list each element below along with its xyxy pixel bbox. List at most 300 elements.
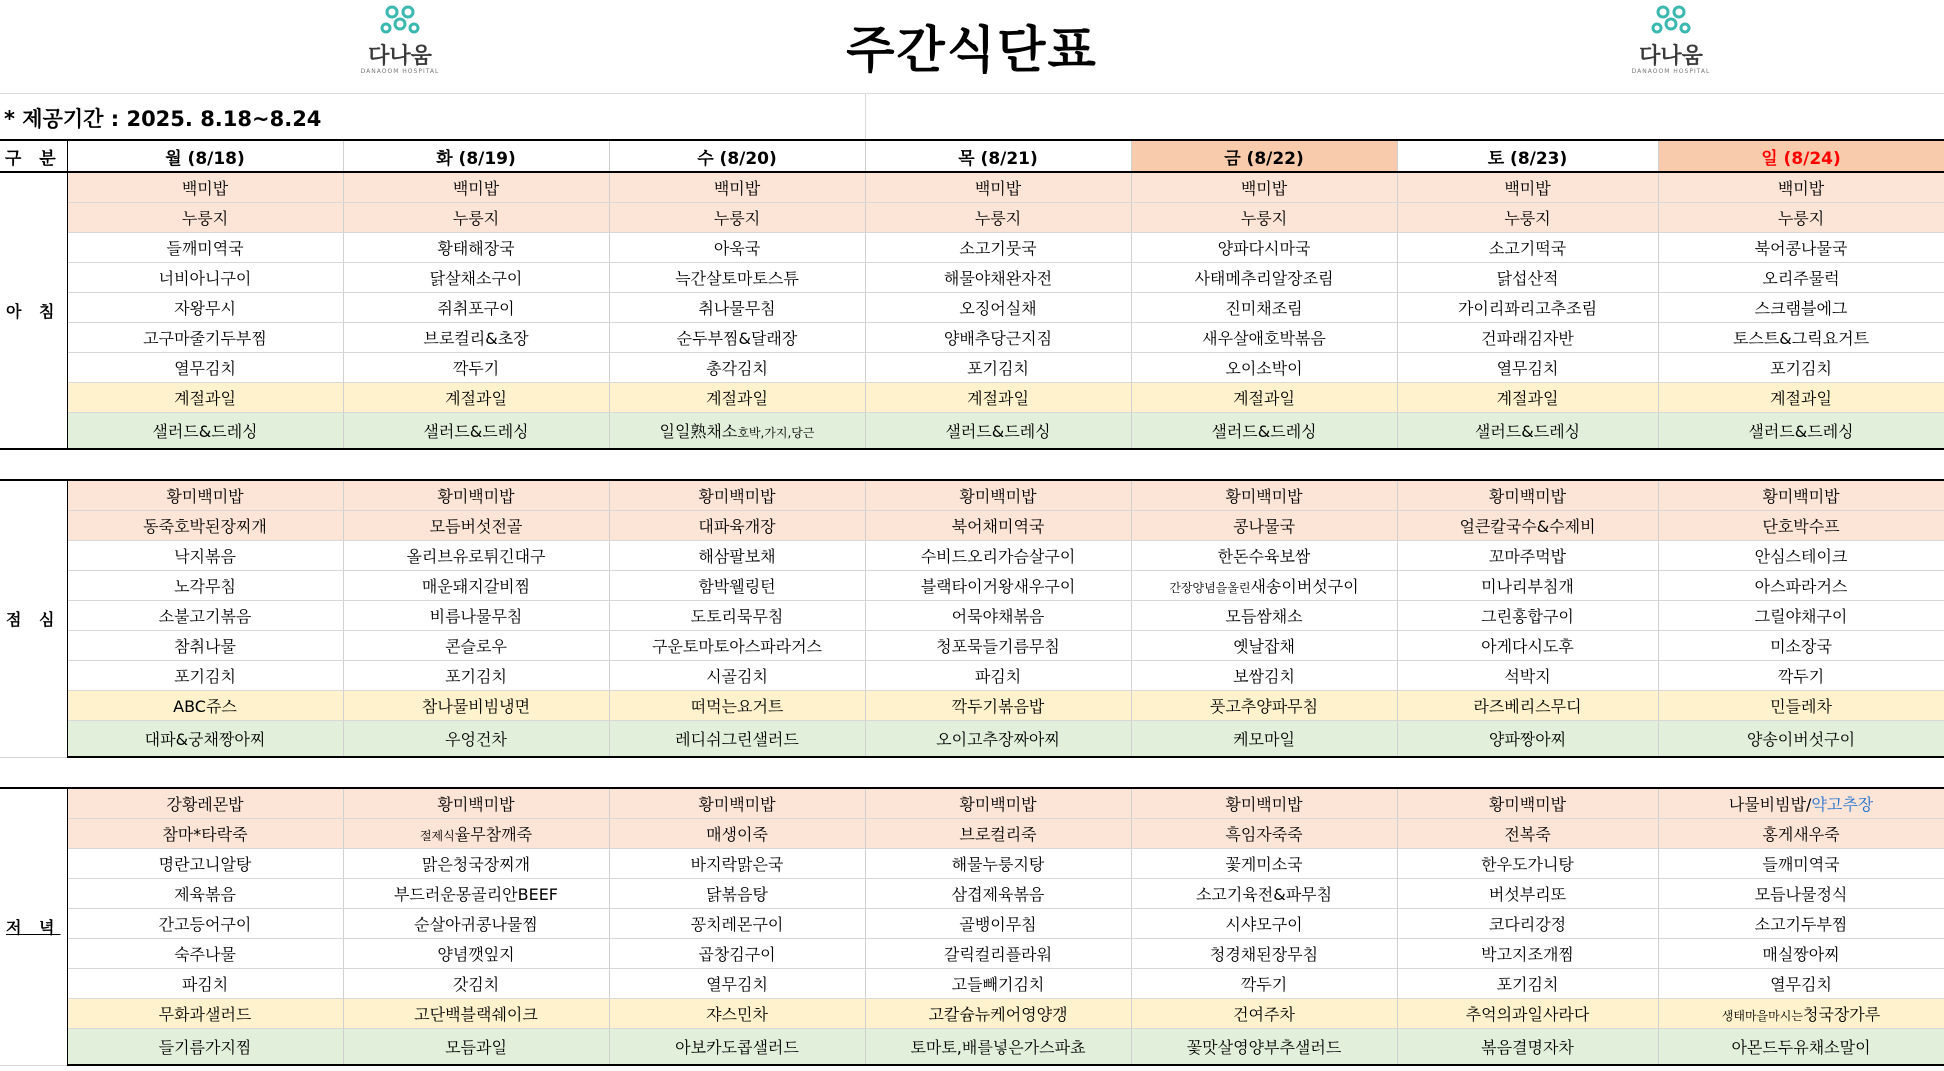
dinner-item-wed — [609, 939, 865, 969]
menu-item-text: 흑임자죽죽 — [1225, 825, 1303, 844]
dinner-item-fri — [1131, 969, 1397, 999]
day-header-tue: 화 (8/19) — [343, 140, 609, 172]
period-row — [0, 94, 1944, 139]
category-header: 구 분 — [0, 140, 67, 172]
lunch-item-sun — [1658, 541, 1944, 571]
section-gap — [0, 449, 1944, 480]
menu-item-text: 북어채미역국 — [951, 517, 1045, 536]
menu-item-text: 토마토,배를넣은가스파쵸 — [910, 1038, 1086, 1057]
lunch-item-sat — [1397, 541, 1658, 571]
lunch-item-fri — [1131, 661, 1397, 691]
dinner-item-fri — [1131, 1029, 1397, 1066]
breakfast-item-fri — [1131, 323, 1397, 353]
menu-item-text: 매운돼지갈비찜 — [421, 577, 531, 596]
menu-item-text: 삼겹제육볶음 — [951, 885, 1045, 904]
menu-item-text: 명란고니알탕 — [158, 855, 252, 874]
dinner-item-mon — [67, 819, 343, 849]
breakfast-item-mon — [67, 203, 343, 233]
service-period: * 제공기간 : 2025. 8.18~8.24 — [4, 107, 322, 131]
menu-item-text: 라즈베리스무디 — [1473, 697, 1582, 716]
dinner-item-thu — [865, 1029, 1131, 1066]
menu-item-text: 골뱅이무침 — [959, 915, 1037, 934]
lunch-item-tue — [343, 601, 609, 631]
menu-item-note: 약고추장 — [1811, 795, 1874, 814]
menu-item-text: 수비드오리가슴살구이 — [920, 547, 1076, 566]
day-header-fri: 금 (8/22) — [1131, 140, 1397, 172]
menu-item-text: 누룽지 — [1777, 209, 1825, 228]
breakfast-item-wed — [609, 353, 865, 383]
lunch-item-sat — [1397, 631, 1658, 661]
menu-item-text: 매실짱아찌 — [1762, 945, 1840, 964]
menu-item-text: 꽃게미소국 — [1225, 855, 1303, 874]
menu-item-text: 파김치 — [974, 667, 1022, 686]
lunch-item-thu — [865, 511, 1131, 541]
lunch-item-tue — [343, 721, 609, 758]
menu-item-text: 해물야채완자전 — [943, 269, 1053, 288]
day-header-mon: 월 (8/18) — [67, 140, 343, 172]
dinner-item-sun — [1658, 819, 1944, 849]
menu-item-text: 갈릭컬리플라워 — [943, 945, 1053, 964]
dinner-item-fri — [1131, 788, 1397, 819]
logo-text: 다나움 — [1639, 44, 1703, 69]
breakfast-item-sun — [1658, 263, 1944, 293]
dinner-row — [0, 999, 1944, 1029]
menu-item-text: 가이리꽈리고추조림 — [1457, 299, 1598, 318]
menu-item-text: 블랙타이거왕새우구이 — [920, 577, 1076, 596]
breakfast-item-sun — [1658, 413, 1944, 450]
menu-item-text: 백미밥 — [181, 179, 229, 198]
menu-item-note: 생태마을마시는 — [1721, 1009, 1803, 1023]
dinner-item-sun — [1658, 1029, 1944, 1066]
menu-item-text: 노각무침 — [174, 577, 236, 596]
breakfast-item-sun — [1658, 203, 1944, 233]
menu-item-text: 황미백미밥 — [959, 487, 1037, 506]
dinner-item-fri — [1131, 909, 1397, 939]
breakfast-item-sun — [1658, 293, 1944, 323]
menu-item-text: 누룽지 — [181, 209, 229, 228]
lunch-row — [0, 691, 1944, 721]
menu-item-text: 비름나물무침 — [429, 607, 523, 626]
menu-item-text: 깍두기 — [452, 359, 500, 378]
lunch-item-mon — [67, 480, 343, 511]
breakfast-item-fri — [1131, 383, 1397, 413]
menu-item-text: 황미백미밥 — [437, 487, 515, 506]
menu-item-text: 계절과일 — [706, 389, 768, 408]
menu-item-text: 일일熟채소 — [659, 422, 738, 441]
lunch-item-tue — [343, 631, 609, 661]
breakfast-item-tue — [343, 413, 609, 450]
menu-item-text: 추억의과일사라다 — [1465, 1005, 1590, 1024]
menu-item-text: 아스파라거스 — [1754, 577, 1848, 596]
breakfast-row — [0, 293, 1944, 323]
menu-item-text: 해삼팔보채 — [698, 547, 776, 566]
breakfast-item-tue — [343, 353, 609, 383]
lunch-item-wed — [609, 721, 865, 758]
breakfast-item-sun — [1658, 233, 1944, 263]
menu-item-text: 보쌈김치 — [1233, 667, 1295, 686]
menu-item-text: 들깨미역국 — [166, 239, 244, 258]
menu-item-text: 황미백미밥 — [1762, 487, 1840, 506]
menu-item-text: 북어콩나물국 — [1754, 239, 1848, 258]
menu-item-text: 꽁치레몬구이 — [690, 915, 784, 934]
menu-item-text: 민들레차 — [1770, 697, 1832, 716]
menu-item-text: 무화과샐러드 — [158, 1005, 252, 1024]
menu-item-text: 총각김치 — [706, 359, 768, 378]
breakfast-item-thu — [865, 172, 1131, 203]
lunch-item-sun — [1658, 571, 1944, 601]
menu-item-text: 아보카도콥샐러드 — [675, 1038, 799, 1057]
menu-item-text: 열무김치 — [1770, 975, 1832, 994]
breakfast-item-sat — [1397, 293, 1658, 323]
menu-item-text: 한우도가니탕 — [1481, 855, 1574, 874]
page-header — [0, 0, 1944, 94]
dinner-row — [0, 909, 1944, 939]
logo-subtext: DANAOOM HOSPITAL — [1631, 68, 1711, 75]
menu-item-text: 청국장가루 — [1802, 1005, 1881, 1024]
menu-item-text: 깍두기 — [1240, 975, 1288, 994]
dinner-item-thu — [865, 788, 1131, 819]
menu-item-text: 누룽지 — [1240, 209, 1288, 228]
dinner-item-tue — [343, 999, 609, 1029]
gap-cell — [0, 449, 1944, 480]
breakfast-item-mon — [67, 263, 343, 293]
menu-item-text: 참취나물 — [174, 637, 236, 656]
menu-item-text: 백미밥 — [1777, 179, 1825, 198]
menu-item-text: 모듬버섯전골 — [429, 517, 523, 536]
menu-item-text: 떠먹는요거트 — [690, 697, 784, 716]
menu-item-text: 청포묵들기름무침 — [936, 637, 1060, 656]
menu-item-text: 샐러드&드레싱 — [1474, 422, 1581, 441]
lunch-item-fri — [1131, 721, 1397, 758]
breakfast-item-fri — [1131, 203, 1397, 233]
dinner-item-thu — [865, 939, 1131, 969]
breakfast-item-tue — [343, 233, 609, 263]
hospital-logo-right — [1631, 4, 1711, 80]
menu-item-text: 포기김치 — [174, 667, 236, 686]
day-header-sat: 토 (8/23) — [1397, 140, 1658, 172]
section-gap — [0, 757, 1944, 788]
breakfast-item-sat — [1397, 353, 1658, 383]
menu-item-text: 모듬쌈채소 — [1225, 607, 1303, 626]
menu-item-text: 오징어실채 — [959, 299, 1037, 318]
breakfast-row — [0, 263, 1944, 293]
day-header-wed: 수 (8/20) — [609, 140, 865, 172]
dinner-row — [0, 819, 1944, 849]
lunch-item-fri — [1131, 691, 1397, 721]
lunch-item-fri — [1131, 480, 1397, 511]
menu-item-text: 우엉건차 — [445, 730, 507, 749]
menu-item-text: 누룽지 — [713, 209, 761, 228]
menu-item-text: 황미백미밥 — [698, 487, 776, 506]
menu-item-text: 열무김치 — [706, 975, 768, 994]
breakfast-row — [0, 323, 1944, 353]
menu-item-text: 양배추당근지짐 — [943, 329, 1053, 348]
menu-item-text: 콘슬로우 — [445, 637, 507, 656]
menu-item-text: 브로컬리죽 — [959, 825, 1037, 844]
weekly-menu-table — [0, 139, 1944, 1066]
menu-item-text: 포기김치 — [445, 667, 507, 686]
lunch-item-wed — [609, 480, 865, 511]
lunch-item-mon — [67, 541, 343, 571]
menu-item-text: 부드러운몽골리안BEEF — [393, 885, 559, 904]
menu-item-text: 계절과일 — [1233, 389, 1295, 408]
menu-item-text: 백미밥 — [974, 179, 1022, 198]
lunch-item-mon — [67, 661, 343, 691]
day-header-thu: 목 (8/21) — [865, 140, 1131, 172]
dinner-item-tue — [343, 939, 609, 969]
dinner-item-fri — [1131, 849, 1397, 879]
menu-item-text: 황미백미밥 — [166, 487, 244, 506]
lunch-row — [0, 541, 1944, 571]
menu-item-text: 아몬드두유채소말이 — [1731, 1038, 1871, 1057]
menu-item-text: 안심스테이크 — [1754, 547, 1848, 566]
menu-item-text: 볶음결명자차 — [1481, 1038, 1574, 1057]
menu-item-text: 콩나물국 — [1233, 517, 1295, 536]
breakfast-item-mon — [67, 383, 343, 413]
menu-item-note: 절제식 — [419, 829, 455, 843]
menu-item-text: 계절과일 — [445, 389, 507, 408]
breakfast-item-tue — [343, 383, 609, 413]
menu-item-text: 단호박수프 — [1762, 517, 1840, 536]
breakfast-item-wed — [609, 172, 865, 203]
dinner-item-tue — [343, 1029, 609, 1066]
lunch-item-mon — [67, 511, 343, 541]
menu-item-text: 코다리강정 — [1488, 915, 1567, 934]
menu-item-text: 취나물무침 — [698, 299, 776, 318]
menu-item-text: 미소장국 — [1770, 637, 1832, 656]
menu-item-text: 시샤모구이 — [1225, 915, 1303, 934]
menu-item-text: 모듬과일 — [445, 1038, 507, 1057]
dinner-item-thu — [865, 849, 1131, 879]
breakfast-item-tue — [343, 263, 609, 293]
dinner-item-thu — [865, 909, 1131, 939]
breakfast-item-wed — [609, 383, 865, 413]
lunch-item-wed — [609, 631, 865, 661]
menu-item-text: 꼬마주먹밥 — [1488, 547, 1567, 566]
menu-item-text: 양념깻잎지 — [437, 945, 515, 964]
breakfast-row — [0, 233, 1944, 263]
dinner-label: 저 녁 — [0, 788, 67, 1065]
lunch-row — [0, 511, 1944, 541]
menu-item-text: 아게다시도후 — [1481, 637, 1574, 656]
menu-item-text: 레디쉬그린샐러드 — [675, 730, 799, 749]
menu-item-text: 대파&궁채짱아찌 — [144, 730, 266, 749]
lunch-item-sat — [1397, 721, 1658, 758]
menu-item-note: 호박,가지,당근 — [737, 426, 815, 440]
dinner-item-mon — [67, 999, 343, 1029]
lunch-row — [0, 571, 1944, 601]
menu-item-text: 꽃맛살영양부추샐러드 — [1186, 1038, 1342, 1057]
lunch-item-sun — [1658, 631, 1944, 661]
breakfast-item-sat — [1397, 323, 1658, 353]
menu-item-text: 나물비빔밥/ — [1728, 795, 1812, 814]
gap-cell — [0, 757, 1944, 788]
breakfast-item-mon — [67, 233, 343, 263]
dinner-item-mon — [67, 879, 343, 909]
menu-item-text: 건여주차 — [1233, 1005, 1295, 1024]
menu-item-text: 얼큰칼국수&수제비 — [1459, 517, 1596, 536]
page-title: 주간식단표 — [846, 21, 1098, 79]
dinner-item-wed — [609, 909, 865, 939]
menu-item-text: 전복죽 — [1504, 825, 1551, 844]
breakfast-item-fri — [1131, 263, 1397, 293]
dinner-item-sat — [1397, 999, 1658, 1029]
menu-item-text: 홍게새우죽 — [1762, 825, 1840, 844]
menu-item-text: 스크램블에그 — [1754, 299, 1848, 318]
dinner-item-thu — [865, 819, 1131, 849]
menu-item-text: 샐러드&드레싱 — [1748, 422, 1854, 441]
breakfast-item-thu — [865, 353, 1131, 383]
dinner-item-fri — [1131, 879, 1397, 909]
breakfast-item-tue — [343, 203, 609, 233]
menu-item-text: 율무참깨죽 — [454, 825, 533, 844]
lunch-item-sun — [1658, 601, 1944, 631]
dinner-item-sat — [1397, 788, 1658, 819]
menu-item-text: 건파래김자반 — [1481, 329, 1574, 348]
lunch-item-tue — [343, 691, 609, 721]
menu-item-text: 깍두기볶음밥 — [951, 697, 1045, 716]
menu-item-text: 순살아귀콩나물찜 — [414, 915, 538, 934]
dinner-item-mon — [67, 849, 343, 879]
menu-item-text: 강황레몬밥 — [166, 795, 244, 814]
dinner-item-sat — [1397, 939, 1658, 969]
lunch-item-tue — [343, 661, 609, 691]
breakfast-item-mon — [67, 172, 343, 203]
menu-item-text: 양파다시마국 — [1217, 239, 1311, 258]
menu-item-text: 고구마줄기두부찜 — [143, 329, 267, 348]
menu-item-text: 버섯부리또 — [1488, 885, 1567, 904]
breakfast-item-wed — [609, 263, 865, 293]
menu-item-text: 백미밥 — [1240, 179, 1288, 198]
lunch-item-mon — [67, 691, 343, 721]
menu-item-note: 간장양념을올린 — [1169, 581, 1251, 595]
lunch-item-wed — [609, 601, 865, 631]
breakfast-item-thu — [865, 323, 1131, 353]
breakfast-item-sat — [1397, 233, 1658, 263]
breakfast-item-sun — [1658, 323, 1944, 353]
breakfast-row — [0, 353, 1944, 383]
menu-item-text: 소불고기볶음 — [158, 607, 252, 626]
menu-item-text: 청경채된장무침 — [1209, 945, 1319, 964]
menu-item-text: 어묵야채볶음 — [951, 607, 1045, 626]
dinner-item-wed — [609, 879, 865, 909]
breakfast-item-thu — [865, 203, 1131, 233]
breakfast-item-mon — [67, 293, 343, 323]
menu-item-text: 샐러드&드레싱 — [1211, 422, 1317, 441]
lunch-row — [0, 721, 1944, 758]
breakfast-item-thu — [865, 293, 1131, 323]
lunch-row — [0, 661, 1944, 691]
menu-item-text: 사태메추리알장조림 — [1194, 269, 1334, 288]
breakfast-item-wed — [609, 233, 865, 263]
menu-item-text: 낙지볶음 — [174, 547, 236, 566]
menu-item-text: 새송이버섯구이 — [1250, 577, 1359, 596]
menu-item-text: 샐러드&드레싱 — [423, 422, 529, 441]
menu-item-text: 바지락맑은국 — [690, 855, 784, 874]
menu-item-text: 열무김치 — [1496, 359, 1559, 378]
breakfast-item-fri — [1131, 413, 1397, 450]
menu-item-text: 계절과일 — [174, 389, 236, 408]
breakfast-item-wed — [609, 293, 865, 323]
menu-item-text: 미나리부침개 — [1481, 577, 1574, 596]
lunch-item-thu — [865, 571, 1131, 601]
menu-item-text: 도토리묵무침 — [690, 607, 784, 626]
menu-item-text: 포기김치 — [1770, 359, 1832, 378]
dinner-item-sun — [1658, 788, 1944, 819]
lunch-item-fri — [1131, 631, 1397, 661]
menu-item-text: 샐러드&드레싱 — [945, 422, 1051, 441]
menu-item-text: 옛날잡채 — [1233, 637, 1295, 656]
logo-text: 다나움 — [368, 44, 432, 69]
breakfast-item-sun — [1658, 172, 1944, 203]
lunch-item-wed — [609, 511, 865, 541]
dinner-row — [0, 1029, 1944, 1066]
menu-item-text: 누룽지 — [452, 209, 500, 228]
dinner-item-sat — [1397, 909, 1658, 939]
menu-item-text: 깍두기 — [1777, 667, 1825, 686]
lunch-item-sun — [1658, 721, 1944, 758]
breakfast-item-mon — [67, 353, 343, 383]
menu-item-text: 갓김치 — [452, 975, 500, 994]
menu-item-text: 참마*타락죽 — [162, 825, 248, 844]
menu-item-text: 자왕무시 — [174, 299, 236, 318]
dinner-item-fri — [1131, 819, 1397, 849]
lunch-item-tue — [343, 541, 609, 571]
menu-item-text: 늑간살토마토스튜 — [675, 269, 799, 288]
dinner-item-sat — [1397, 849, 1658, 879]
lunch-item-mon — [67, 721, 343, 758]
menu-item-text: 박고지조개찜 — [1481, 945, 1574, 964]
lunch-item-sun — [1658, 661, 1944, 691]
dinner-item-sun — [1658, 999, 1944, 1029]
menu-item-text: 양송이버섯구이 — [1746, 730, 1856, 749]
menu-item-text: 백미밥 — [452, 179, 500, 198]
breakfast-item-tue — [343, 293, 609, 323]
menu-item-text: 쟈스민차 — [706, 1005, 768, 1024]
dinner-item-tue — [343, 788, 609, 819]
breakfast-item-thu — [865, 413, 1131, 450]
dinner-item-wed — [609, 788, 865, 819]
menu-item-text: 매생이죽 — [706, 825, 768, 844]
menu-item-text: 파김치 — [181, 975, 229, 994]
menu-item-text: 시골김치 — [706, 667, 768, 686]
dinner-item-mon — [67, 788, 343, 819]
menu-item-text: 진미채조림 — [1225, 299, 1303, 318]
lunch-row — [0, 480, 1944, 511]
dinner-item-sun — [1658, 849, 1944, 879]
menu-item-text: 풋고추양파무침 — [1209, 697, 1319, 716]
lunch-item-fri — [1131, 571, 1397, 601]
dinner-item-fri — [1131, 999, 1397, 1029]
dinner-item-sun — [1658, 909, 1944, 939]
menu-item-text: 닭섭산적 — [1496, 269, 1559, 288]
lunch-item-sun — [1658, 691, 1944, 721]
menu-item-text: 곱창김구이 — [698, 945, 776, 964]
lunch-item-wed — [609, 541, 865, 571]
menu-item-text: 황미백미밥 — [1225, 795, 1303, 814]
menu-item-text: 오이고추장짜아찌 — [936, 730, 1060, 749]
menu-item-text: 고들빼기김치 — [951, 975, 1045, 994]
lunch-item-tue — [343, 511, 609, 541]
dinner-item-mon — [67, 969, 343, 999]
breakfast-item-sun — [1658, 353, 1944, 383]
menu-item-text: 새우살애호박볶음 — [1202, 329, 1326, 348]
lunch-item-wed — [609, 571, 865, 601]
breakfast-item-sat — [1397, 203, 1658, 233]
menu-item-text: 황미백미밥 — [437, 795, 515, 814]
lunch-item-mon — [67, 601, 343, 631]
dinner-item-mon — [67, 1029, 343, 1066]
